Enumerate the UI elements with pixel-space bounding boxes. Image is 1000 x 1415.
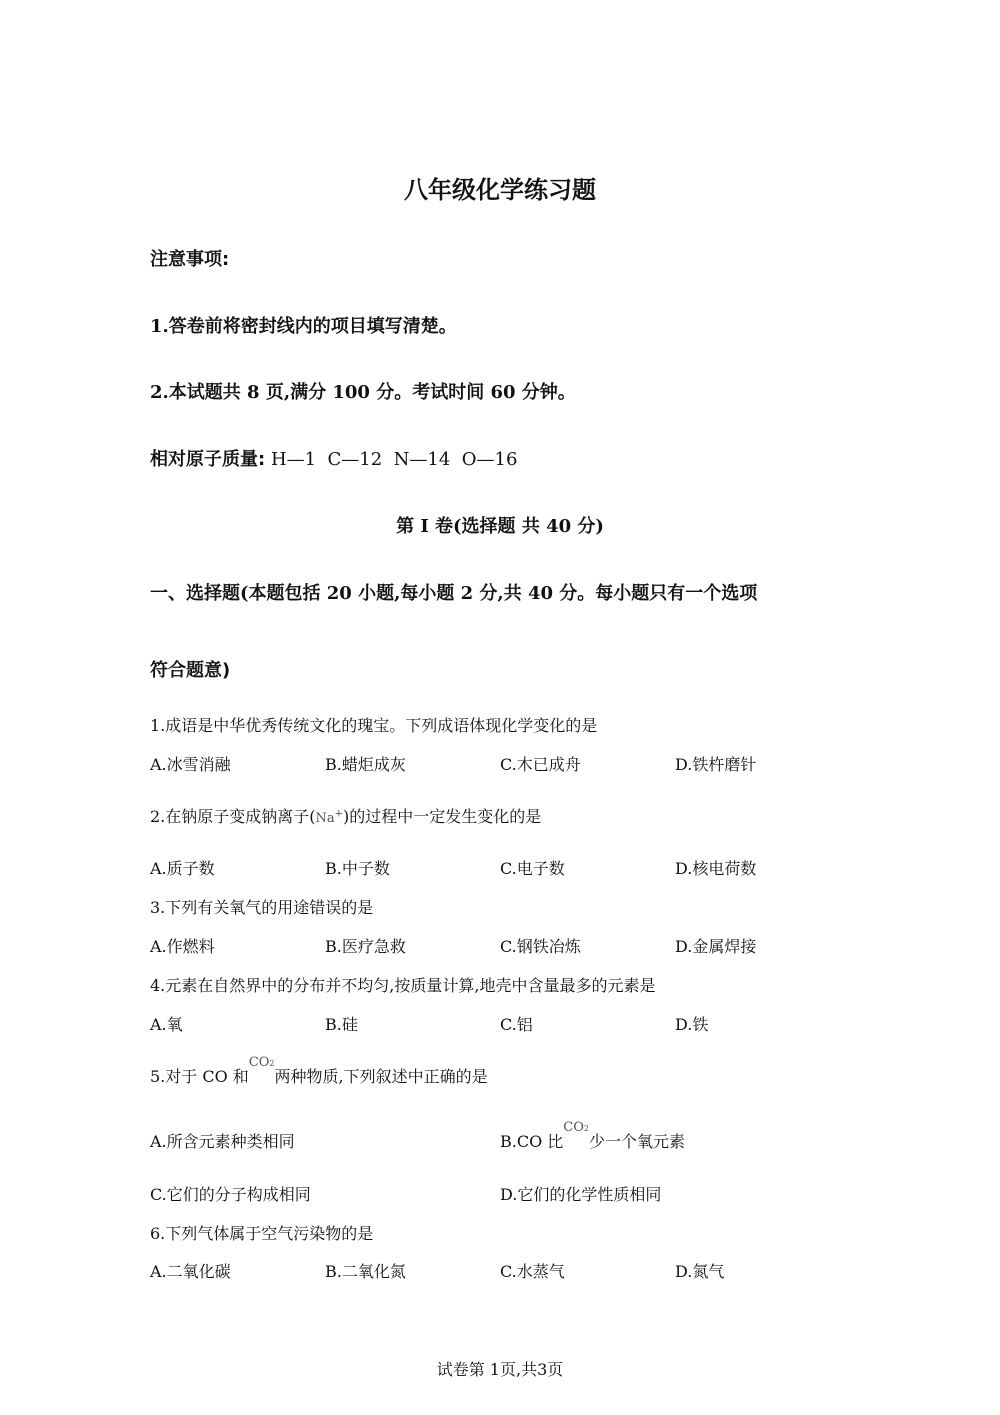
question-5-stem-post: 两种物质,下列叙述中正确的是 <box>274 1067 488 1086</box>
question-4-option-d: D.铁 <box>675 1015 709 1034</box>
question-2-option-d: D.核电荷数 <box>675 859 757 878</box>
page-footer: 试卷第 1页,共3页 <box>436 1360 564 1379</box>
page-title: 八年级化学练习题 <box>404 176 596 204</box>
question-3-option-b: B.医疗急救 <box>325 937 406 956</box>
question-3-option-a: A.作燃料 <box>150 937 215 956</box>
question-6-option-a: A.二氧化碳 <box>150 1262 231 1281</box>
atomic-mass-label: 相对原子质量: <box>150 449 266 470</box>
notice-item-2: 2.本试题共 8 页,满分 100 分。考试时间 60 分钟。 <box>150 382 576 403</box>
question-1-option-b: B.蜡炬成灰 <box>325 755 406 774</box>
co2-symbol: CO <box>248 1055 270 1070</box>
question-5-option-b-pre: B.CO 比 <box>500 1132 564 1151</box>
question-3-option-d: D.金属焊接 <box>675 937 757 956</box>
question-1-stem: 1.成语是中华优秀传统文化的瑰宝。下列成语体现化学变化的是 <box>150 716 598 735</box>
sodium-symbol: Na <box>315 811 335 826</box>
question-3-option-c: C.钢铁冶炼 <box>500 937 581 956</box>
atomic-mass-line <box>150 445 517 471</box>
question-2-stem-pre: 2.在钠原子变成钠离子( <box>150 807 316 826</box>
carbon-dioxide-formula <box>249 1055 275 1070</box>
option-b-co2-symbol: CO <box>563 1120 584 1135</box>
question-4-option-b: B.硅 <box>325 1015 358 1034</box>
question-4-stem: 4.元素在自然界中的分布并不均匀,按质量计算,地壳中含量最多的元素是 <box>150 976 656 995</box>
notice-item-1: 1.答卷前将密封线内的项目填写清楚。 <box>150 316 457 337</box>
question-6-option-b: B.二氧化氮 <box>325 1262 406 1281</box>
question-5-option-c: C.它们的分子构成相同 <box>150 1185 311 1204</box>
sodium-ion-formula <box>315 808 344 826</box>
question-2-option-b: B.中子数 <box>325 859 390 878</box>
question-4-option-a: A.氧 <box>150 1015 183 1034</box>
question-6-option-d: D.氮气 <box>675 1262 725 1281</box>
question-5-stem <box>150 1055 488 1087</box>
notice-heading: 注意事项: <box>150 249 230 270</box>
question-2-option-a: A.质子数 <box>150 859 215 878</box>
question-5-stem-pre: 5.对于 CO 和 <box>150 1067 249 1086</box>
question-5-option-b-post: 少一个氧元素 <box>589 1132 686 1151</box>
question-3-stem: 3.下列有关氧气的用途错误的是 <box>150 898 374 917</box>
question-5-option-d: D.它们的化学性质相同 <box>500 1185 662 1204</box>
question-1-option-a: A.冰雪消融 <box>150 755 231 774</box>
question-1-option-d: D.铁杵磨针 <box>675 755 757 774</box>
question-5-option-a: A.所含元素种类相同 <box>150 1132 295 1151</box>
section-heading-line-1: 一、选择题(本题包括 20 小题,每小题 2 分,共 40 分。每小题只有一个选项 <box>150 583 758 604</box>
option-b-co2-formula <box>563 1120 589 1135</box>
ion-charge: + <box>334 808 344 820</box>
question-1-option-c: C.木已成舟 <box>500 755 581 774</box>
volume-title: 第 I 卷(选择题 共 40 分) <box>396 516 604 537</box>
question-5-option-b <box>500 1120 686 1152</box>
question-6-option-c: C.水蒸气 <box>500 1262 565 1281</box>
question-2-stem-post: )的过程中一定发生变化的是 <box>343 807 542 826</box>
option-b-co2-subscript: 2 <box>583 1124 589 1133</box>
co2-subscript: 2 <box>269 1059 275 1068</box>
question-6-stem: 6.下列气体属于空气污染物的是 <box>150 1224 374 1243</box>
section-heading-line-2: 符合题意) <box>150 660 231 681</box>
atomic-mass-values: H—1 C—12 N—14 O—16 <box>270 449 518 470</box>
question-2-option-c: C.电子数 <box>500 859 565 878</box>
question-4-option-c: C.铝 <box>500 1015 533 1034</box>
question-2-stem <box>150 804 541 827</box>
